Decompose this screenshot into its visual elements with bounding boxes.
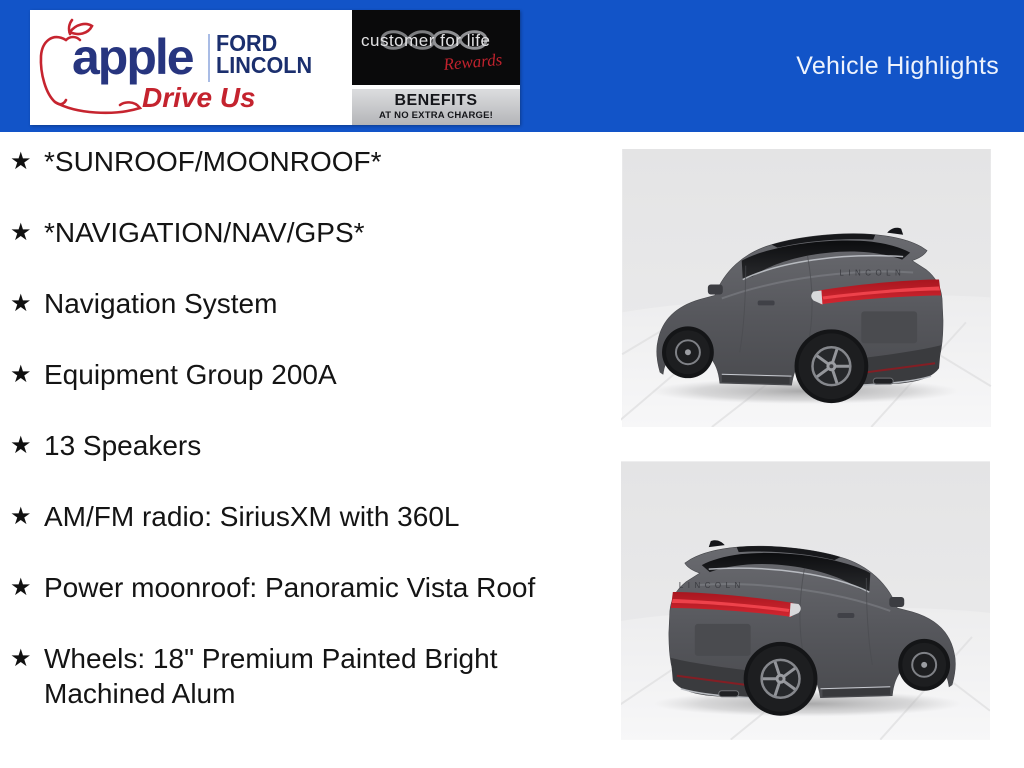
highlight-item (10, 570, 596, 605)
rewards-script-text: Rewards (442, 49, 503, 74)
tailgate-badge-text: LINCOLN (839, 268, 906, 278)
header-bar (0, 0, 1024, 132)
star-bullet-icon: ★ (10, 361, 32, 388)
highlight-text: Power moonroof: Panoramic Vista Roof (44, 572, 536, 603)
dealer-logo (30, 10, 352, 125)
highlight-text: *NAVIGATION/NAV/GPS* (44, 217, 365, 248)
vehicle-photo-rear-passenger-side (621, 461, 990, 740)
star-bullet-icon: ★ (10, 148, 32, 175)
benefits-box (352, 89, 520, 125)
highlight-item (10, 357, 596, 392)
highlight-text: 13 Speakers (44, 430, 202, 461)
benefits-title: BENEFITS (394, 92, 478, 109)
brand-lincoln: LINCOLN (216, 52, 313, 78)
rewards-badge (352, 10, 520, 125)
highlight-item (10, 144, 596, 179)
door-handle (758, 300, 775, 305)
highlight-item (10, 286, 596, 321)
dealer-banner (30, 10, 520, 125)
license-recess (861, 311, 917, 343)
highlight-item (10, 499, 596, 534)
highlight-text: Wheels: 18" Premium Painted Bright Machined Alum (44, 643, 498, 709)
brand-ford: FORD (216, 30, 278, 56)
rear-wheel (795, 329, 869, 403)
highlight-item (10, 215, 596, 250)
customer-for-life-box (352, 10, 520, 85)
front-wheel (662, 326, 714, 378)
customer-for-life-text: customer for life (361, 31, 491, 50)
star-bullet-icon: ★ (10, 432, 32, 459)
highlight-text: *SUNROOF/MOONROOF* (44, 146, 382, 177)
star-bullet-icon: ★ (10, 290, 32, 317)
exhaust-tip (873, 378, 893, 384)
star-bullet-icon: ★ (10, 574, 32, 601)
star-bullet-icon: ★ (10, 219, 32, 246)
highlight-text: Navigation System (44, 288, 278, 319)
highlight-item (10, 641, 596, 711)
highlight-item (10, 428, 596, 463)
logo-divider (208, 34, 210, 82)
vehicle-photo-rear-driver-side (621, 149, 992, 427)
highlights-list (10, 144, 596, 747)
tailgate-badge-text: LINCOLN (678, 581, 745, 591)
brand-names (216, 32, 312, 76)
star-bullet-icon: ★ (10, 645, 32, 672)
dealer-tagline: Drive Us (142, 82, 256, 113)
benefits-subtitle: AT NO EXTRA CHARGE! (378, 110, 494, 121)
dealer-name: apple (72, 29, 193, 85)
vehicle-photos (621, 149, 993, 768)
side-mirror (708, 285, 723, 295)
star-bullet-icon: ★ (10, 503, 32, 530)
highlight-text: AM/FM radio: SiriusXM with 360L (44, 501, 460, 532)
highlight-text: Equipment Group 200A (44, 359, 337, 390)
page-title: Vehicle Highlights (796, 52, 999, 80)
